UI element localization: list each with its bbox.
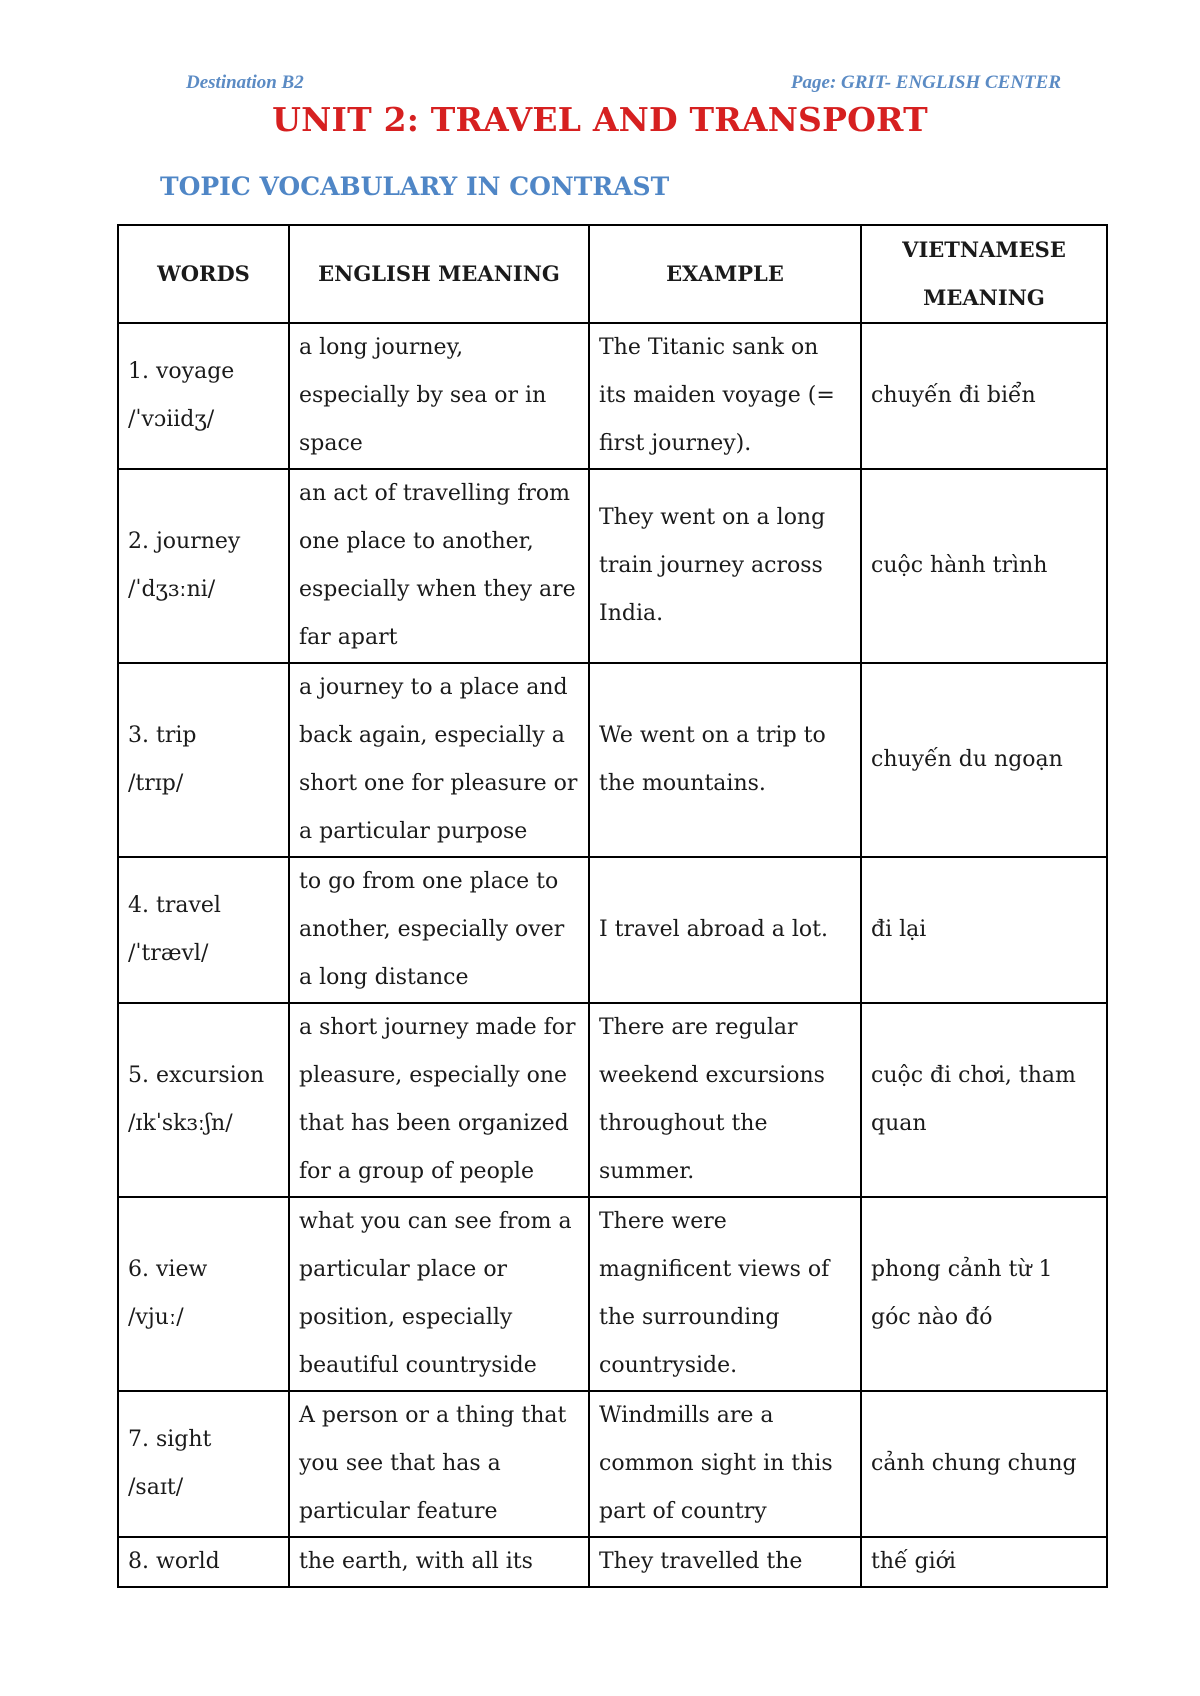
table-row bbox=[118, 469, 1107, 663]
ipa: /ɪkˈskɜːʃn/ bbox=[128, 1111, 233, 1136]
example-cell: They went on a long train journey across India. bbox=[589, 469, 861, 663]
vietnamese-meaning-cell: cảnh chung chung bbox=[861, 1391, 1107, 1537]
vietnamese-meaning-cell: chuyến du ngoạn bbox=[861, 663, 1107, 857]
english-meaning-cell: a short journey made for pleasure, especially one that has been organized for a group of people bbox=[289, 1003, 589, 1197]
word: 5. excursion bbox=[128, 1063, 265, 1088]
word: 4. travel bbox=[128, 893, 221, 918]
word-cell bbox=[118, 857, 289, 1003]
vocabulary-table bbox=[117, 224, 1108, 1588]
header-page-source: Page: GRIT- ENGLISH CENTER bbox=[790, 72, 1061, 93]
word: 2. journey bbox=[128, 529, 241, 554]
example-cell: There were magnificent views of the surrounding countryside. bbox=[589, 1197, 861, 1391]
example-cell: There are regular weekend excursions throughout the summer. bbox=[589, 1003, 861, 1197]
word: 3. trip bbox=[128, 723, 197, 748]
ipa: /saɪt/ bbox=[128, 1475, 184, 1500]
word: 6. view bbox=[128, 1257, 208, 1282]
word: 8. world bbox=[128, 1549, 220, 1574]
example-cell: We went on a trip to the mountains. bbox=[589, 663, 861, 857]
header-words: WORDS bbox=[118, 225, 289, 323]
word-cell bbox=[118, 1391, 289, 1537]
vietnamese-meaning-cell: phong cảnh từ 1 góc nào đó bbox=[861, 1197, 1107, 1391]
table-row bbox=[118, 1537, 1107, 1587]
english-meaning-cell: A person or a thing that you see that has a particular feature bbox=[289, 1391, 589, 1537]
english-meaning-cell: to go from one place to another, especially over a long distance bbox=[289, 857, 589, 1003]
word: 1. voyage bbox=[128, 359, 235, 384]
section-subtitle: TOPIC VOCABULARY IN CONTRAST bbox=[160, 172, 670, 201]
ipa: /ˈdʒɜːni/ bbox=[128, 577, 216, 602]
english-meaning-cell: the earth, with all its bbox=[289, 1537, 589, 1587]
ipa: /ˈtrævl/ bbox=[128, 941, 209, 966]
english-meaning-cell: a journey to a place and back again, especially a short one for pleasure or a particular purpose bbox=[289, 663, 589, 857]
word-cell bbox=[118, 1197, 289, 1391]
vietnamese-meaning-cell: thế giới bbox=[861, 1537, 1107, 1587]
header-vietnamese-meaning: VIETNAMESE MEANING bbox=[861, 225, 1107, 323]
ipa: /vjuː/ bbox=[128, 1305, 184, 1330]
table-row bbox=[118, 663, 1107, 857]
example-cell: The Titanic sank on its maiden voyage (= first journey). bbox=[589, 323, 861, 469]
table-row bbox=[118, 1197, 1107, 1391]
vietnamese-meaning-cell: cuộc hành trình bbox=[861, 469, 1107, 663]
example-cell: I travel abroad a lot. bbox=[589, 857, 861, 1003]
vietnamese-meaning-cell: cuộc đi chơi, tham quan bbox=[861, 1003, 1107, 1197]
vietnamese-meaning-cell: chuyến đi biển bbox=[861, 323, 1107, 469]
header-book-title: Destination B2 bbox=[186, 72, 304, 93]
table-header-row bbox=[118, 225, 1107, 323]
english-meaning-cell: what you can see from a particular place or position, especially beautiful countryside bbox=[289, 1197, 589, 1391]
example-cell: Windmills are a common sight in this part of country bbox=[589, 1391, 861, 1537]
ipa: /trɪp/ bbox=[128, 771, 184, 796]
word-cell bbox=[118, 469, 289, 663]
word-cell bbox=[118, 663, 289, 857]
english-meaning-cell: an act of travelling from one place to another, especially when they are far apart bbox=[289, 469, 589, 663]
word-cell bbox=[118, 1003, 289, 1197]
table-row bbox=[118, 857, 1107, 1003]
table-row bbox=[118, 323, 1107, 469]
english-meaning-cell: a long journey, especially by sea or in space bbox=[289, 323, 589, 469]
ipa: /ˈvɔiidʒ/ bbox=[128, 407, 215, 432]
table-row bbox=[118, 1391, 1107, 1537]
table-row bbox=[118, 1003, 1107, 1197]
word-cell bbox=[118, 1537, 289, 1587]
unit-title: UNIT 2: TRAVEL AND TRANSPORT bbox=[272, 100, 928, 139]
example-cell: They travelled the bbox=[589, 1537, 861, 1587]
word: 7. sight bbox=[128, 1427, 212, 1452]
header-example: EXAMPLE bbox=[589, 225, 861, 323]
header-english-meaning: ENGLISH MEANING bbox=[289, 225, 589, 323]
word-cell bbox=[118, 323, 289, 469]
vietnamese-meaning-cell: đi lại bbox=[861, 857, 1107, 1003]
